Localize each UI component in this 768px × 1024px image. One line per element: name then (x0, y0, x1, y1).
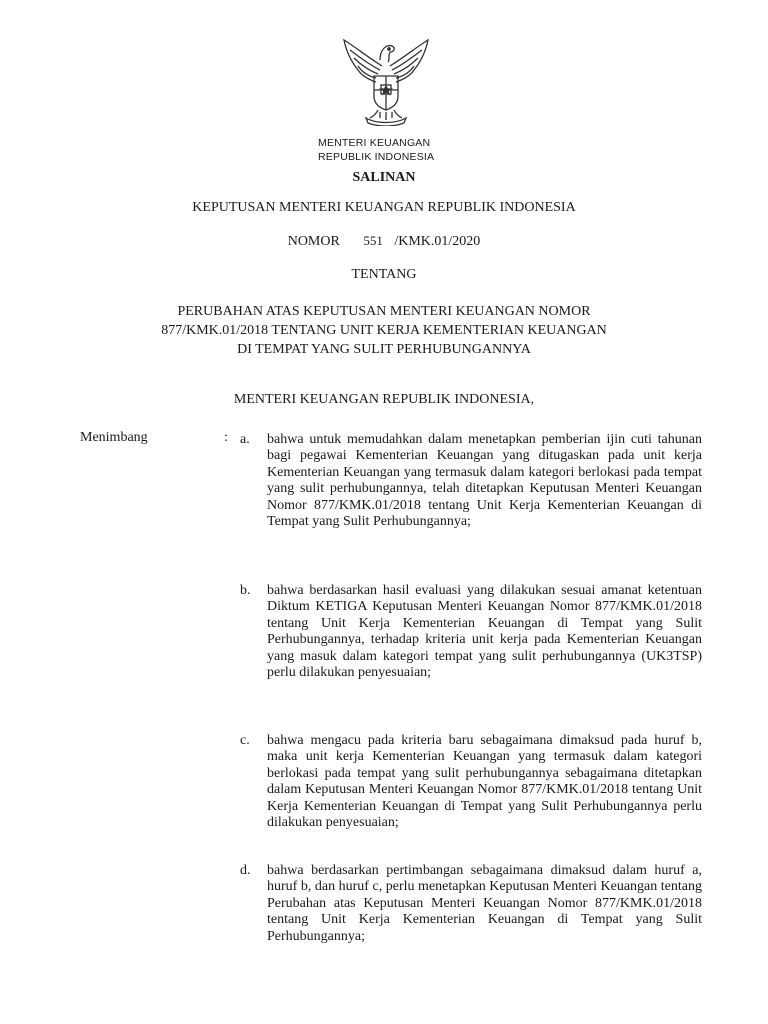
item-letter: d. (240, 863, 251, 878)
copy-mark: SALINAN (352, 170, 416, 185)
ministry-header (300, 136, 488, 164)
decree-subject (0, 302, 768, 359)
decree-number (0, 233, 768, 250)
item-letter: c. (240, 733, 250, 748)
nomor-label: NOMOR (287, 234, 340, 249)
item-text: bahwa berdasarkan pertimbangan sebagaimana dimaksud dalam huruf a, huruf b, dan huruf c, perlu menetapkan Keputusan Menteri Keuangan tentang Perubahan atas Keputusan Menteri Keuangan Nomor 877/KMK.01/2018 tentang Unit Kerja Kementerian Keuangan di Tempat yang Sulit Perhubungannya; (267, 863, 702, 944)
subject-line-3: DI TEMPAT YANG SULIT PERHUBUNGANNYA (237, 342, 531, 357)
item-letter: b. (240, 583, 251, 598)
ministry-line-1: MENTERI KEUANGAN (318, 137, 431, 149)
subject-line-2: 877/KMK.01/2018 TENTANG UNIT KERJA KEMENTERIAN KEUANGAN (161, 323, 607, 338)
decree-title: KEPUTUSAN MENTERI KEUANGAN REPUBLIK INDONESIA (192, 200, 576, 215)
tentang-heading: TENTANG (351, 267, 417, 282)
subject-line-1: PERUBAHAN ATAS KEPUTUSAN MENTERI KEUANGAN NOMOR (177, 304, 591, 319)
item-text: bahwa berdasarkan hasil evaluasi yang dilakukan sesuai amanat ketentuan Diktum KETIGA Keputusan Menteri Keuangan Nomor 877/KMK.01/2018 tentang Unit Kerja Kementerian Keuangan di Tempat yang Sulit Perhubungannya, terhadap kriteria unit kerja pada Kementerian Keuangan yang masuk dalam kategori tempat yang sulit perhubungannya (UK3TSP) perlu dilakukan penyesuaian; (267, 583, 702, 681)
menimbang-item-d (240, 863, 702, 945)
garuda-emblem-icon (336, 26, 436, 126)
issuer-line: MENTERI KEUANGAN REPUBLIK INDONESIA, (233, 392, 535, 407)
menimbang-item-b (240, 583, 702, 681)
item-letter: a. (240, 432, 250, 447)
ministry-line-2: REPUBLIK INDONESIA (318, 151, 435, 163)
menimbang-item-a (240, 432, 702, 530)
menimbang-label: Menimbang (80, 430, 148, 445)
nomor-suffix: /KMK.01/2020 (394, 234, 481, 249)
item-text: bahwa untuk memudahkan dalam menetapkan pemberian ijin cuti tahunan bagi pegawai Kementerian Keuangan yang ditugaskan pada unit kerja Kementerian Keuangan yang termasuk dalam kategori berlokasi pada tempat yang sulit perhubungannya, telah ditetapkan Keputusan Menteri Keuangan Nomor 877/KMK.01/2018 tentang Unit Kerja Kementerian Keuangan di Tempat yang Sulit Perhubungannya; (267, 432, 702, 530)
menimbang-colon: : (224, 430, 228, 445)
menimbang-item-c (240, 733, 702, 831)
nomor-number: 551 (363, 233, 383, 248)
item-text: bahwa mengacu pada kriteria baru sebagaimana dimaksud pada huruf b, maka unit kerja Kementerian Keuangan yang termasuk dalam kategori berlokasi pada tempat yang sulit perhubungannya sebagaimana ditetapkan dalam Keputusan Menteri Keuangan Nomor 877/KMK.01/2018 tentang Unit Kerja Kementerian Keuangan di Tempat yang Sulit Perhubungannya perlu dilakukan penyesuaian; (267, 733, 702, 831)
